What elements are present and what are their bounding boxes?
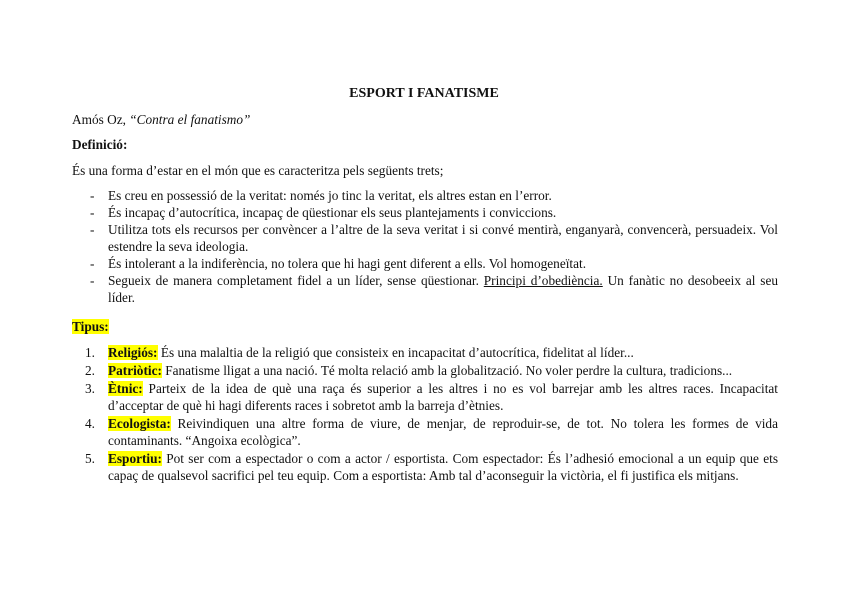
type-text: És una malaltia de la religió que consisteix en incapacitat d’autocrítica, fidelitat al líder... (157, 345, 634, 360)
obedience-principle-underlined: Principi d’obediència. (483, 273, 603, 288)
type-text: Pot ser com a espectador o com a actor / esportista. Com espectador: És l’adhesió emocional a un equip que ets capaç de qualsevol sacrifici pel teu equip. Com a esportista: Amb tal d’aconseguir la victòria, el fi justifica els mitjans. (108, 451, 778, 483)
type-number: 2. (85, 363, 95, 378)
type-item (72, 415, 778, 449)
traits-list (72, 187, 778, 306)
trait-text-before: Segueix de manera completament fidel a un líder, sense qüestionar. (108, 273, 484, 288)
type-label: Religiós: (108, 345, 158, 360)
type-label: Ètnic: (108, 381, 143, 396)
types-heading-line (72, 318, 778, 335)
type-text: Reivindiquen una altre forma de viure, de menjar, de reproduir-se, de tot. No tolera les formes de vida contaminants. “Angoixa ecològica”. (108, 416, 778, 448)
type-number: 1. (85, 345, 95, 360)
trait-marker: - (90, 273, 95, 288)
author-work: “Contra el fanatismo” (129, 112, 251, 127)
type-number: 4. (85, 416, 95, 431)
trait-item (72, 255, 778, 272)
trait-item (72, 187, 778, 204)
type-number: 5. (85, 451, 95, 466)
type-item (72, 380, 778, 414)
type-label: Ecologista: (108, 416, 171, 431)
trait-marker: - (90, 205, 95, 220)
type-item (72, 362, 778, 379)
types-heading: Tipus: (72, 319, 109, 334)
trait-item (72, 204, 778, 221)
definition-intro: És una forma d’estar en el món que es caracteritza pels següents trets; (72, 163, 444, 178)
trait-text: Es creu en possessió de la veritat: només jo tinc la veritat, els altres estan en l’error. (108, 188, 552, 203)
type-label: Patriòtic: (108, 363, 162, 378)
document-title: ESPORT I FANATISME (349, 86, 499, 101)
author-line (72, 111, 778, 128)
trait-text-after: Un fanàtic no desobeeix al seu líder. (108, 273, 779, 305)
trait-marker: - (90, 222, 95, 237)
trait-text: Utilitza tots els recursos per convèncer a l’altre de la seva veritat i si convé mentirà, enganyarà, convencerà, persuadeix. Vol estendre la seva ideologia. (108, 222, 778, 254)
type-label: Esportiu: (108, 451, 162, 466)
type-item (72, 450, 778, 484)
trait-text: És incapaç d’autocrítica, incapaç de qüestionar els seus plantejaments i conviccions. (108, 205, 557, 220)
trait-item (72, 221, 778, 255)
author-name: Amós Oz, (72, 112, 130, 127)
definition-heading: Definició: (72, 137, 128, 152)
type-number: 3. (85, 381, 95, 396)
trait-marker: - (90, 188, 95, 203)
type-item (72, 344, 778, 361)
trait-text: És intolerant a la indiferència, no tolera que hi hagi gent diferent a ells. Vol homogeneïtat. (108, 256, 587, 271)
type-text: Fanatisme lligat a una nació. Té molta relació amb la globalització. No voler perdre la cultura, tradicions... (161, 363, 733, 378)
type-text: Parteix de la idea de què una raça és superior a les altres i no es vol barrejar amb les altres races. Incapacitat d’acceptar de què hi hagi diferents races i sobretot amb la barreja d’ètnies. (108, 381, 778, 413)
trait-item (72, 272, 778, 306)
types-list (72, 344, 778, 485)
trait-marker: - (90, 256, 95, 271)
